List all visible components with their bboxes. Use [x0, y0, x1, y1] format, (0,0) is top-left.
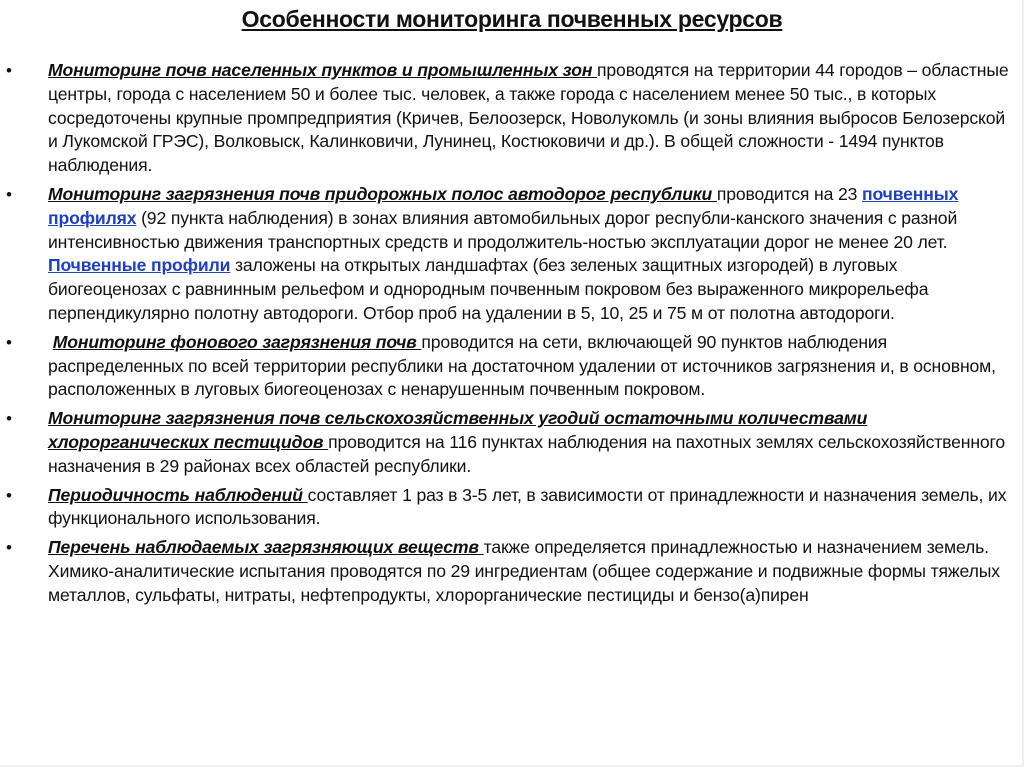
list-item-agricultural-monitoring [0, 407, 1024, 478]
item-text: также определяется принадлежностью и назначением земель. Химико-аналитические испытания проводятся по 29 ингредиентам (общее содержание и подвижные формы тяжелых металлов, сульфаты, нитраты, нефтепродукты, хлорорганические пестициды и бензо(а)пирен [48, 537, 1000, 605]
item-heading: Мониторинг фонового загрязнения почв [52, 331, 422, 352]
list-item-pollutants-list [0, 536, 1024, 607]
bullet-icon: • [6, 538, 12, 558]
item-heading: Перечень наблюдаемых загрязняющих веществ [48, 537, 484, 558]
bullet-icon: • [6, 61, 12, 80]
item-heading: Мониторинг загрязнения почв придорожных полос автодорог республики [48, 183, 717, 204]
bullet-icon: • [6, 332, 12, 352]
list-item-settlements-monitoring [0, 59, 1024, 178]
soil-profiles-link[interactable]: почвенных профилях [48, 183, 959, 228]
item-text: составляет 1 раз в 3-5 лет, в зависимости от принадлежности и назначения земель, их функционального использования. [48, 484, 1007, 529]
bullet-list [0, 59, 1024, 613]
item-text: проводится на 116 пунктах наблюдения на пахотных землях сельскохозяйственного назначения в 29 районах всех областей республики. [48, 431, 1006, 476]
item-text: проводится на сети, включающей 90 пунктов наблюдения распределенных по всей территории республики на достаточном удалении от источников загрязнения и, в основном, расположенных в луговых биогеоценозах с ненарушенным почвенным покровом. [48, 331, 996, 400]
item-heading: Мониторинг загрязнения почв сельскохозяйственных угодий остаточными количествами хлорорганических пестицидов [48, 408, 868, 452]
list-item-roadside-monitoring [0, 183, 1024, 326]
bullet-icon: • [6, 409, 12, 429]
list-item-background-monitoring [0, 331, 1024, 402]
bullet-icon: • [6, 184, 12, 204]
item-heading: Периодичность наблюдений [48, 484, 308, 505]
item-heading: Мониторинг почв населенных пунктов и промышленных зон [48, 60, 598, 80]
item-text: проводятся на территории 44 городов – областные центры, города с населением 50 и более тыс. человек, а также города с населением менее 50 тыс., в которых сосредоточены крупные промпредприятия (Кричев, Белоозерск, Новолукомль (и зоны влияния выбросов Белозерской и Лукомской ГРЭС), Волковыск, Калинковичи, Лунинец, Костюковичи и др.). В общей сложности - 1494 пунктов наблюдения. [48, 60, 1009, 176]
bullet-icon: • [6, 485, 12, 505]
item-text: (92 пункта наблюдения) в зонах влияния автомобильных дорог республи-канского значения с разной интенсивностью движения транспортных средств и продолжитель-ностью эксплуатации дорог не менее 20 лет. [48, 207, 958, 252]
soil-profiles-link-2[interactable]: Почвенные профили [48, 255, 231, 276]
item-text: проводится на 23 [716, 183, 862, 204]
item-text: заложены на открытых ландшафтах (без зеленых защитных изгородей) в луговых биогеоценозах с равнинным рельефом и однородным почвенным покровом без выраженного микрорельефа перпендикулярно полотну автодороги. Отбор проб на удалении в 5, 10, 25 и 75 м от полотна автодороги. [48, 255, 929, 323]
slide-title: Особенности мониторинга почвенных ресурсов [241, 6, 783, 32]
list-item-periodicity [0, 484, 1024, 532]
